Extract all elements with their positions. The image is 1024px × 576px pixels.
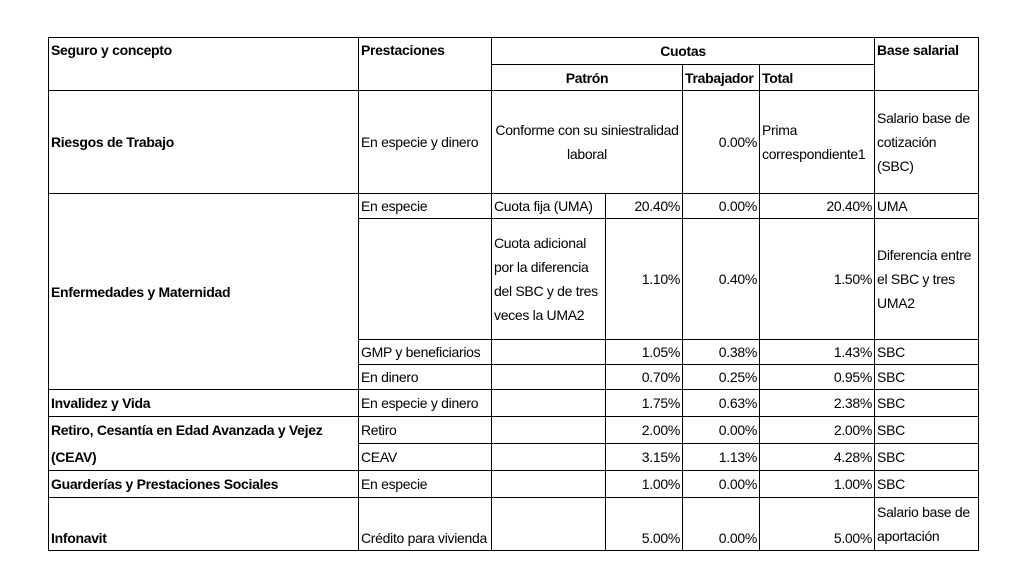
header-cuotas: Cuotas xyxy=(492,38,875,65)
trabajador-enf-3: 0.38% xyxy=(683,340,760,365)
patron-enf-3: 1.05% xyxy=(606,340,683,365)
subheader-total: Total xyxy=(760,65,875,91)
trabajador-invalidez: 0.63% xyxy=(683,390,760,417)
prestaciones-riesgos: En especie y dinero xyxy=(359,91,492,194)
seguro-retiro-line1: Retiro, Cesantía en Edad Avanzada y Vejez xyxy=(49,417,359,444)
base-riesgos: Salario base de cotización (SBC) xyxy=(875,91,979,194)
total-enf-2: 1.50% xyxy=(760,219,875,340)
seguro-enfermedades: Enfermedades y Maternidad xyxy=(49,194,359,390)
trabajador-guarderias: 0.00% xyxy=(683,471,760,498)
table-row-retiro-2 xyxy=(49,444,979,471)
patron-infonavit: 5.00% xyxy=(606,498,683,551)
patron-retiro: 2.00% xyxy=(606,417,683,444)
prestaciones-enf-4: En dinero xyxy=(359,365,492,390)
prestaciones-enf-1: En especie xyxy=(359,194,492,219)
header-prestaciones: Prestaciones xyxy=(359,38,492,91)
subheader-trabajador: Trabajador xyxy=(683,65,760,91)
prestaciones-invalidez: En especie y dinero xyxy=(359,390,492,417)
base-enf-4: SBC xyxy=(875,365,979,390)
header-seguro: Seguro y concepto xyxy=(49,38,359,91)
trabajador-enf-2: 0.40% xyxy=(683,219,760,340)
base-enf-3: SBC xyxy=(875,340,979,365)
patron-enf-2: 1.10% xyxy=(606,219,683,340)
trabajador-retiro: 0.00% xyxy=(683,417,760,444)
base-enf-2: Diferencia entre el SBC y tres UMA2 xyxy=(875,219,979,340)
seguro-retiro-line2: (CEAV) xyxy=(49,444,359,471)
base-infonavit: Salario base de aportación xyxy=(875,498,979,551)
patron-label-guarderias xyxy=(492,471,606,498)
header-base-salarial: Base salarial xyxy=(875,38,979,91)
seguro-infonavit: Infonavit xyxy=(49,498,359,551)
table-row-enf-1 xyxy=(49,194,979,219)
total-invalidez: 2.38% xyxy=(760,390,875,417)
patron-ceav: 3.15% xyxy=(606,444,683,471)
patron-label-infonavit xyxy=(492,498,606,551)
trabajador-enf-4: 0.25% xyxy=(683,365,760,390)
prestaciones-guarderias: En especie xyxy=(359,471,492,498)
trabajador-ceav: 1.13% xyxy=(683,444,760,471)
total-infonavit: 5.00% xyxy=(760,498,875,551)
patron-enf-1: 20.40% xyxy=(606,194,683,219)
table-row-guarderias xyxy=(49,471,979,498)
patron-label-enf-1: Cuota fija (UMA) xyxy=(492,194,606,219)
prestaciones-enf-3: GMP y beneficiarios xyxy=(359,340,492,365)
total-guarderias: 1.00% xyxy=(760,471,875,498)
patron-guarderias: 1.00% xyxy=(606,471,683,498)
patron-label-enf-4 xyxy=(492,365,606,390)
table-row-retiro-1 xyxy=(49,417,979,444)
patron-label-ceav xyxy=(492,444,606,471)
prestaciones-retiro: Retiro xyxy=(359,417,492,444)
table-row-invalidez xyxy=(49,390,979,417)
trabajador-infonavit: 0.00% xyxy=(683,498,760,551)
trabajador-riesgos: 0.00% xyxy=(683,91,760,194)
patron-label-retiro xyxy=(492,417,606,444)
header-row xyxy=(49,38,979,65)
base-enf-1: UMA xyxy=(875,194,979,219)
trabajador-enf-1: 0.00% xyxy=(683,194,760,219)
table-row-riesgos xyxy=(49,91,979,194)
total-riesgos: Prima correspondiente1 xyxy=(760,91,875,194)
patron-invalidez: 1.75% xyxy=(606,390,683,417)
prestaciones-enf-2 xyxy=(359,219,492,340)
seguro-riesgos: Riesgos de Trabajo xyxy=(49,91,359,194)
cuotas-table xyxy=(48,37,979,551)
prestaciones-ceav: CEAV xyxy=(359,444,492,471)
base-retiro: SBC xyxy=(875,417,979,444)
total-ceav: 4.28% xyxy=(760,444,875,471)
base-guarderias: SBC xyxy=(875,471,979,498)
prestaciones-infonavit: Crédito para vivienda xyxy=(359,498,492,551)
total-enf-3: 1.43% xyxy=(760,340,875,365)
patron-label-enf-2: Cuota adicional por la diferencia del SBC y de tres veces la UMA2 xyxy=(492,219,606,340)
base-ceav: SBC xyxy=(875,444,979,471)
total-enf-1: 20.40% xyxy=(760,194,875,219)
seguro-guarderias: Guarderías y Prestaciones Sociales xyxy=(49,471,359,498)
patron-label-invalidez xyxy=(492,390,606,417)
patron-riesgos: Conforme con su siniestralidad laboral xyxy=(492,91,683,194)
base-invalidez: SBC xyxy=(875,390,979,417)
patron-enf-4: 0.70% xyxy=(606,365,683,390)
subheader-patron: Patrón xyxy=(492,65,683,91)
table-row-infonavit xyxy=(49,498,979,551)
total-enf-4: 0.95% xyxy=(760,365,875,390)
seguro-invalidez: Invalidez y Vida xyxy=(49,390,359,417)
patron-label-enf-3 xyxy=(492,340,606,365)
total-retiro: 2.00% xyxy=(760,417,875,444)
